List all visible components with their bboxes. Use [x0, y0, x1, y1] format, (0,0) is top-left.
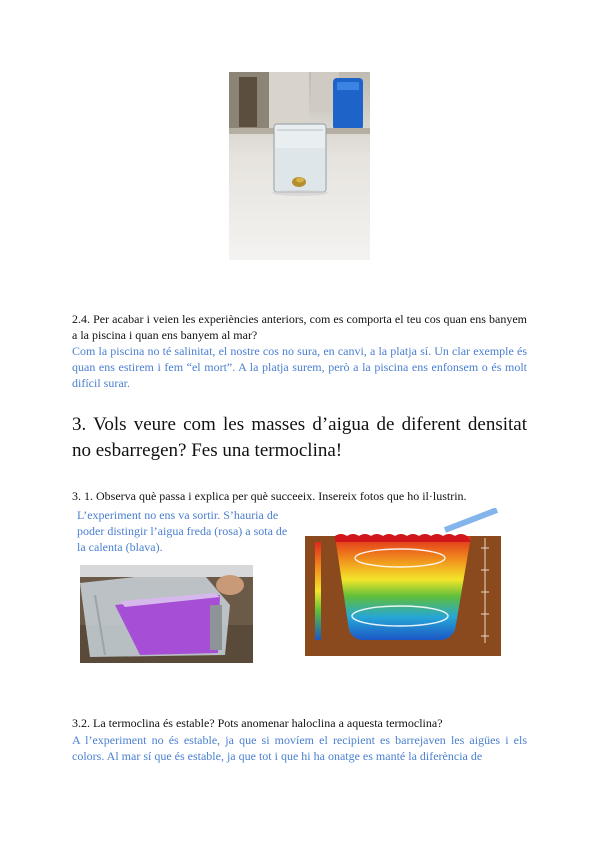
answer-3-2: A l’experiment no és estable, ja que si movíem el recipient es barrejaven les aigües i els colors. Al mar sí que és estable, ja que tot i que hi ha onatge es manté la diferència de: [72, 733, 527, 763]
question-3-1: 3. 1. Observa què passa i explica per què succeeix. Insereix fotos que ho il·lustrin.: [72, 489, 467, 503]
question-3-2: 3.2. La termoclina és estable? Pots anomenar haloclina a aquesta termoclina?: [72, 716, 443, 730]
question-2-4: 2.4. Per acabar i veien les experiències anteriors, com es comporta el teu cos quan ens banyem a la piscina i quan ens banyem al mar?: [72, 312, 527, 342]
answer-3-1: L’experiment no ens va sortir. S’hauria de poder distingir l’aigua freda (rosa) a sota de la calenta (blava).: [77, 508, 288, 554]
answer-2-4: Com la piscina no té salinitat, el nostre cos no sura, en canvi, a la platja sí. Un clar exemple és quan ens estirem i fem “el mort”. A la platja surem, però a la piscina ens enfonsem o és molt difícil surar.: [72, 344, 527, 390]
thermocline-diagram: [305, 508, 501, 656]
experiment-photo: [80, 565, 253, 663]
section-3-heading: 3. Vols veure com les masses d’aigua de diferent densitat no esbarregen? Fes una termoclina!: [72, 414, 527, 461]
beaker-photo: [229, 72, 370, 260]
